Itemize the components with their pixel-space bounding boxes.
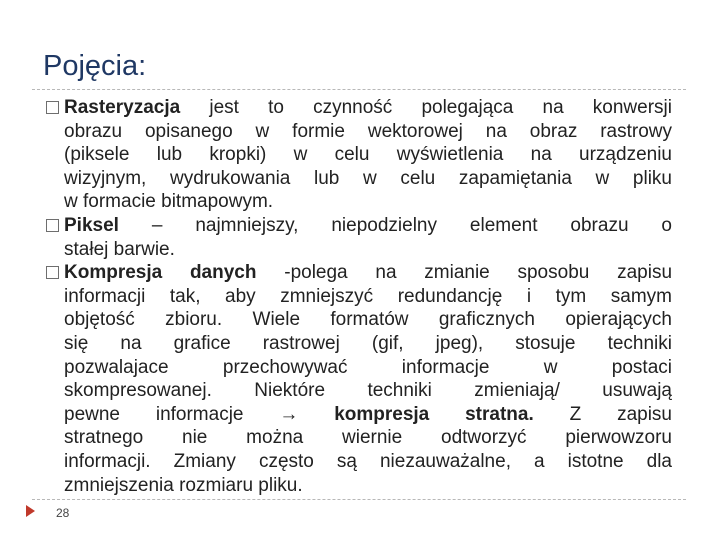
text-fragment: pewne informacje → [64, 403, 335, 425]
bullet-box-icon [46, 101, 59, 114]
text-line: informacji. Zmiany często są niezauważalne, a istotne dla [64, 450, 672, 472]
text-line: zmniejszenia rozmiaru pliku. [64, 474, 303, 496]
text-line: pozwalajace przechowywać informacje w postaci [64, 356, 672, 378]
text-line: się na grafice rastrowej (gif, jpeg), stosuje techniki [64, 332, 672, 354]
text-line [64, 403, 672, 427]
page-number: 28 [56, 506, 70, 520]
text-line: stratnego nie można wiernie odtworzyć pierwowzoru [64, 427, 672, 449]
slide-title: Pojęcia: [43, 50, 147, 82]
footer-divider [32, 499, 686, 500]
title-divider [32, 89, 686, 90]
term-kompresja-stratna: kompresja stratna. [334, 403, 534, 425]
term-rasteryzacja: Rasteryzacja [64, 97, 181, 118]
text-fragment: – najmniejszy, niepodzielny element obrazu o [118, 214, 672, 236]
text-fragment: Z zapisu [533, 403, 672, 425]
text-fragment: -polega na zmianie sposobu zapisu [256, 262, 673, 284]
term-kompresja-danych: Kompresja danych [64, 262, 257, 284]
term-piksel: Piksel [64, 214, 119, 236]
text-line: stałej barwie. [64, 238, 175, 260]
footer-arrow-icon [26, 505, 35, 517]
definition-kompresja [44, 261, 672, 497]
text-fragment: jest to czynność polegająca na konwersji [180, 97, 672, 118]
text-line: wizyjnym, wydrukowania lub w celu zapamiętania w pliku [64, 167, 672, 189]
text-line [64, 214, 672, 238]
content-area [44, 96, 672, 497]
text-line: skompresowanej. Niektóre techniki zmieniają/ usuwają [64, 380, 672, 402]
text-line: (piksele lub kropki) w celu wyświetlenia na urządzeniu [64, 144, 672, 166]
bullet-box-icon [46, 266, 59, 279]
text-line: w formacie bitmapowym. [64, 191, 274, 213]
text-line [64, 96, 672, 120]
text-line: informacji tak, aby zmniejszyć redundancję i tym samym [64, 285, 672, 307]
definition-rasteryzacja [44, 96, 672, 214]
definition-piksel [44, 214, 672, 261]
text-line [64, 261, 672, 285]
text-line: obrazu opisanego w formie wektorowej na obraz rastrowy [64, 120, 672, 142]
text-line: objętość zbioru. Wiele formatów graficznych opierających [64, 309, 672, 331]
bullet-box-icon [46, 219, 59, 232]
